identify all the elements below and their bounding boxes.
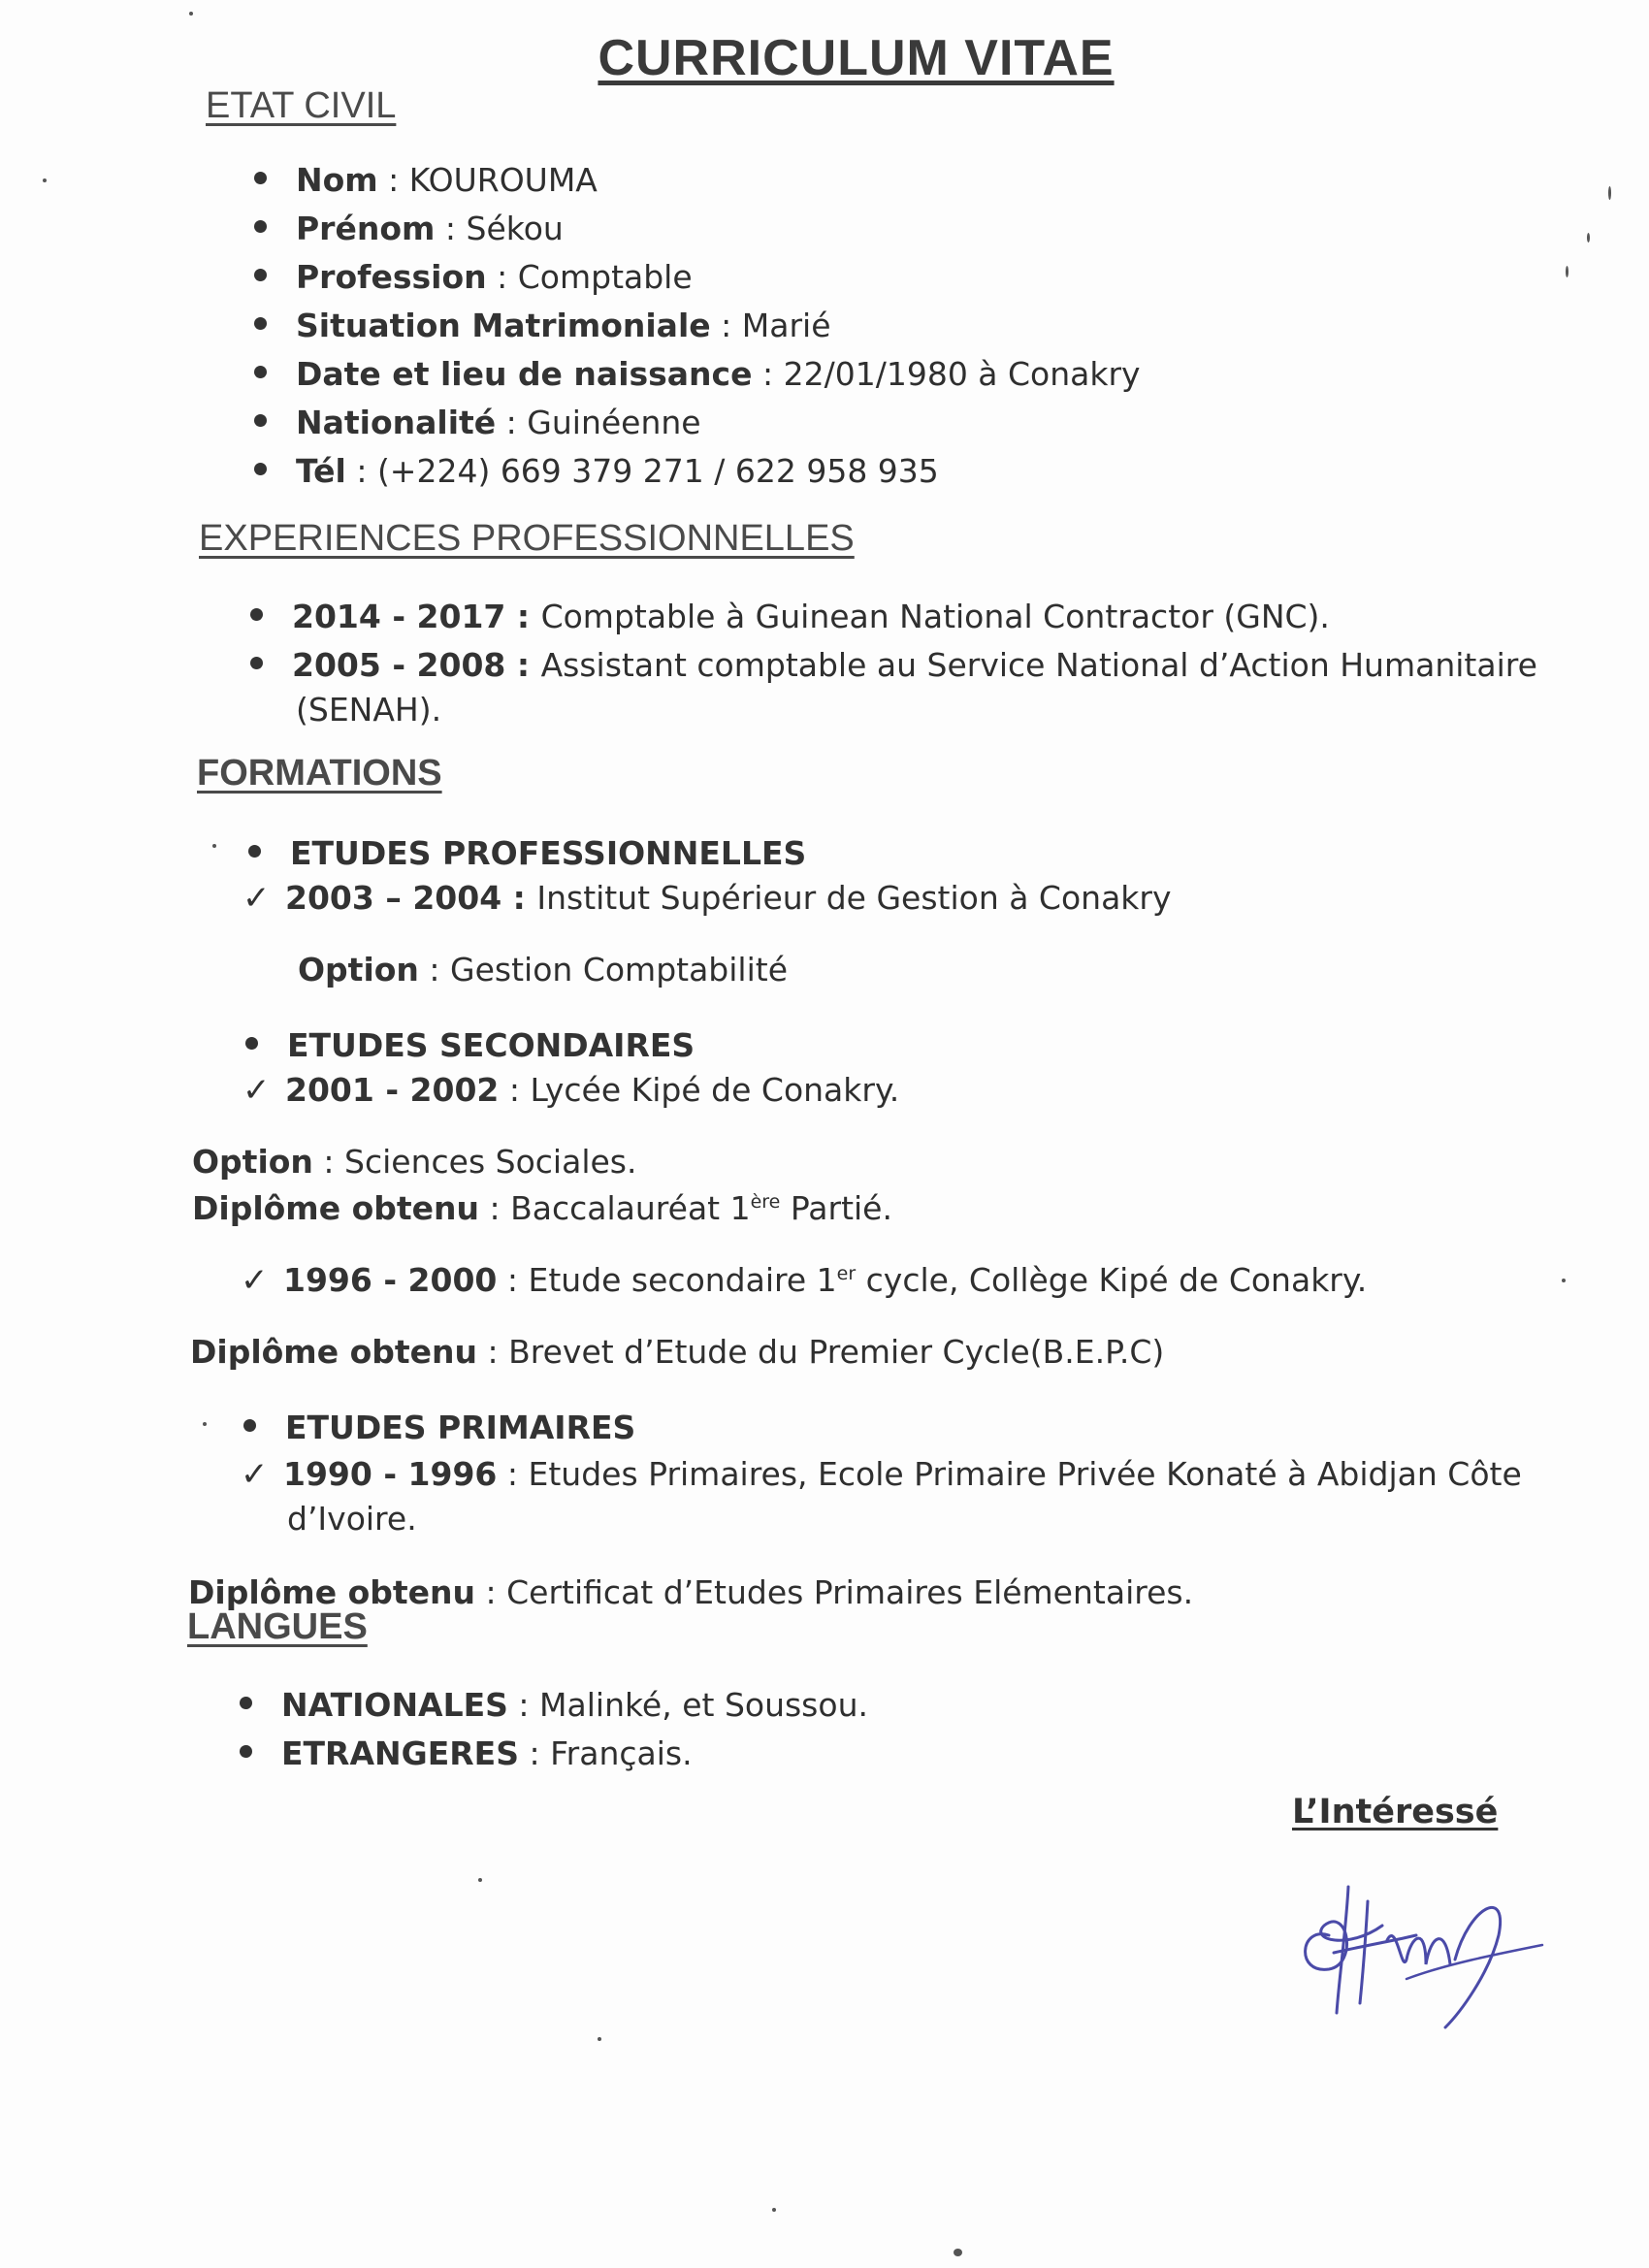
formation-entry-isg: ✓ 2003 – 2004 : Institut Supérieur de Gestion à Conakry <box>242 879 1172 918</box>
bullet-icon <box>254 269 267 281</box>
experience-item-senah: 2005 - 2008 : Assistant comptable au Service National d’Action Humanitaire <box>250 646 1537 684</box>
section-heading-etat-civil: ETAT CIVIL <box>206 85 397 126</box>
scan-speck <box>1562 1279 1566 1282</box>
bullet-icon <box>254 463 267 475</box>
experience-item-gnc: 2014 - 2017 : Comptable à Guinean National Contractor (GNC). <box>250 598 1330 635</box>
formation-diplome-bac: Diplôme obtenu : Baccalauréat 1ère Partié. <box>192 1189 892 1227</box>
formation-entry-primaire-cont: d’Ivoire. <box>287 1500 417 1538</box>
formation-diplome-bepc: Diplôme obtenu : Brevet d’Etude du Premier Cycle(B.E.P.C) <box>190 1333 1165 1371</box>
bullet-icon <box>240 1745 252 1758</box>
civil-item-tel: Tél : (+224) 669 379 271 / 622 958 935 <box>254 452 939 490</box>
bullet-icon <box>243 1419 256 1432</box>
handwritten-signature <box>1290 1867 1552 2032</box>
scan-speck <box>478 1878 482 1882</box>
bullet-icon <box>254 317 267 330</box>
bullet-icon <box>254 172 267 184</box>
bullet-icon <box>240 1697 252 1709</box>
bullet-icon <box>254 220 267 233</box>
section-heading-experiences: EXPERIENCES PROFESSIONNELLES <box>199 518 855 559</box>
scan-speck <box>203 1422 207 1426</box>
formation-entry-college: ✓ 1996 - 2000 : Etude secondaire 1er cycle, Collège Kipé de Conakry. <box>241 1261 1368 1300</box>
scan-speck <box>1566 266 1568 277</box>
formation-heading-sec: ETUDES SECONDAIRES <box>245 1026 695 1064</box>
langues-item-nationales: NATIONALES : Malinké, et Soussou. <box>240 1686 868 1724</box>
checkmark-icon: ✓ <box>242 1071 271 1110</box>
experience-item-senah-cont: (SENAH). <box>296 691 442 729</box>
bullet-icon <box>250 608 263 621</box>
section-heading-langues: LANGUES <box>187 1606 368 1647</box>
formation-option-lycee: Option : Sciences Sociales. <box>192 1143 637 1181</box>
bullet-icon <box>254 366 267 378</box>
scan-speck <box>1587 233 1590 243</box>
formation-entry-primaire: ✓ 1990 - 1996 : Etudes Primaires, Ecole Primaire Privée Konaté à Abidjan Côte <box>241 1455 1522 1494</box>
signature-label: L’Intéressé <box>1292 1793 1499 1831</box>
civil-item-profession: Profession : Comptable <box>254 258 693 296</box>
formation-option-isg: Option : Gestion Comptabilité <box>298 951 788 988</box>
checkmark-icon: ✓ <box>241 1455 269 1494</box>
formation-diplome-cepe: Diplôme obtenu : Certificat d’Etudes Primaires Elémentaires. <box>188 1573 1194 1611</box>
scan-speck <box>1608 186 1611 200</box>
civil-item-naissance: Date et lieu de naissance : 22/01/1980 à Conakry <box>254 355 1141 393</box>
bullet-icon <box>245 1037 258 1050</box>
civil-item-nationalite: Nationalité : Guinéenne <box>254 404 701 441</box>
civil-item-prenom: Prénom : Sékou <box>254 210 564 247</box>
section-heading-formations: FORMATIONS <box>197 753 442 794</box>
checkmark-icon: ✓ <box>242 879 271 918</box>
scan-speck <box>189 12 193 16</box>
formation-heading-prim: ETUDES PRIMAIRES <box>243 1409 635 1446</box>
langues-item-etrangeres: ETRANGERES : Français. <box>240 1734 693 1772</box>
checkmark-icon: ✓ <box>241 1261 269 1300</box>
formation-heading-pro: ETUDES PROFESSIONNELLES <box>248 834 806 872</box>
scan-speck <box>772 2208 776 2212</box>
civil-item-nom: Nom : KOUROUMA <box>254 161 598 199</box>
scan-speck <box>43 178 47 182</box>
scan-speck <box>598 2037 601 2041</box>
scan-speck <box>212 844 216 848</box>
formation-entry-lycee: ✓ 2001 - 2002 : Lycée Kipé de Conakry. <box>242 1071 900 1110</box>
document-title: CURRICULUM VITAE <box>598 30 1115 86</box>
bullet-icon <box>250 657 263 669</box>
scan-speck <box>954 2249 962 2256</box>
bullet-icon <box>248 845 261 858</box>
bullet-icon <box>254 414 267 427</box>
civil-item-situation: Situation Matrimoniale : Marié <box>254 307 831 344</box>
